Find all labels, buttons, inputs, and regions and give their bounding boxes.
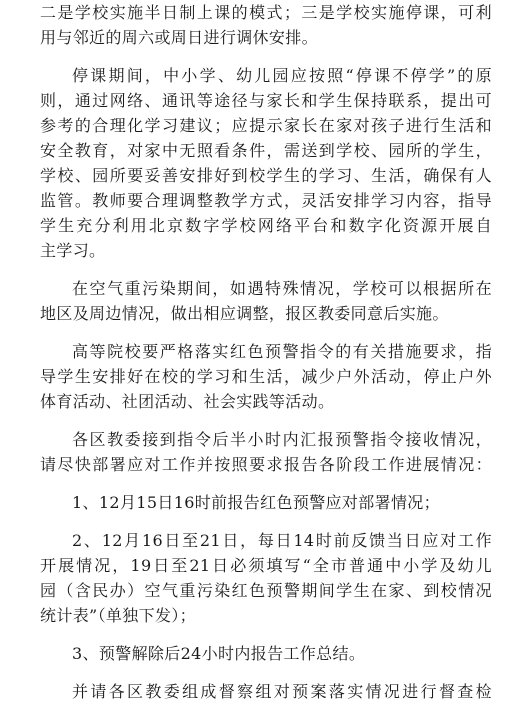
text-line: 体育活动、社团活动、社会实践等活动。	[40, 392, 335, 411]
text-line: 高等院校要严格落实红色预警指令的有关措施要求，指	[72, 342, 492, 361]
paragraph-gap	[40, 50, 492, 63]
paragraph	[40, 63, 492, 263]
paragraph	[40, 490, 492, 515]
paragraph-gap	[40, 414, 492, 427]
paragraph	[40, 276, 492, 326]
text-line: 导学生安排好在校的学习和生活，减少户外活动，停止户外	[40, 367, 492, 386]
text-line: 安全教育，对家中无照看条件，需送到学校、园所的学生，	[40, 141, 492, 160]
paragraph-gap	[40, 666, 492, 679]
text-line: 监管。教师要合理调整教学方式，灵活安排学习内容，指导	[40, 191, 492, 210]
text-line: 停课期间，中小学、幼儿园应按照“停课不停学”的原	[72, 66, 492, 85]
text-line: 开展情况，19日至21日必须填写“全市普通中小学及幼儿	[40, 556, 492, 575]
text-line: 统计表”（单独下发）；	[40, 606, 197, 625]
document-page	[40, 0, 492, 704]
text-line: 各区教委接到指令后半小时内汇报预警指令接收情况，	[72, 430, 492, 449]
text-line: 则，通过网络、通讯等途径与家长和学生保持联系，提出可	[40, 91, 492, 110]
text-line: 园（含民办）空气重污染红色预警期间学生在家、到校情况	[40, 581, 492, 600]
paragraph	[40, 641, 492, 666]
paragraph-gap	[40, 326, 492, 339]
text-line: 请尽快部署应对工作并按照要求报告各阶段工作进展情况：	[40, 455, 492, 474]
text-line: 并请各区教委组成督察组对预案落实情况进行督查检	[72, 682, 492, 701]
paragraph	[40, 427, 492, 477]
text-line: 地区及周边情况，做出相应调整，报区教委同意后实施。	[40, 304, 449, 323]
text-line: 参考的合理化学习建议；应提示家长在家对孩子进行生活和	[40, 116, 492, 135]
paragraph-gap	[40, 515, 492, 528]
text-line: 主学习。	[40, 241, 106, 260]
text-line: 二是学校实施半日制上课的模式；三是学校实施停课，可利	[40, 3, 492, 22]
paragraph	[40, 528, 492, 628]
paragraph-gap	[40, 477, 492, 490]
text-line: 在空气重污染期间，如遇特殊情况，学校可以根据所在	[72, 279, 492, 298]
paragraph	[40, 0, 492, 50]
text-line: 用与邻近的周六或周日进行调休安排。	[40, 28, 318, 47]
paragraph	[40, 679, 492, 704]
paragraph-gap	[40, 628, 492, 641]
text-line: 2、12月16日至21日，每日14时前反馈当日应对工作	[72, 531, 492, 550]
paragraph	[40, 339, 492, 414]
text-line: 1、12月15日16时前报告红色预警应对部署情况；	[72, 493, 441, 512]
text-line: 学生充分利用北京数字学校网络平台和数字化资源开展自	[40, 216, 492, 235]
text-line: 3、预警解除后24小时内报告工作总结。	[72, 644, 366, 663]
text-line: 学校、园所要妥善安排好到校学生的学习、生活，确保有人	[40, 166, 492, 185]
paragraph-gap	[40, 263, 492, 276]
